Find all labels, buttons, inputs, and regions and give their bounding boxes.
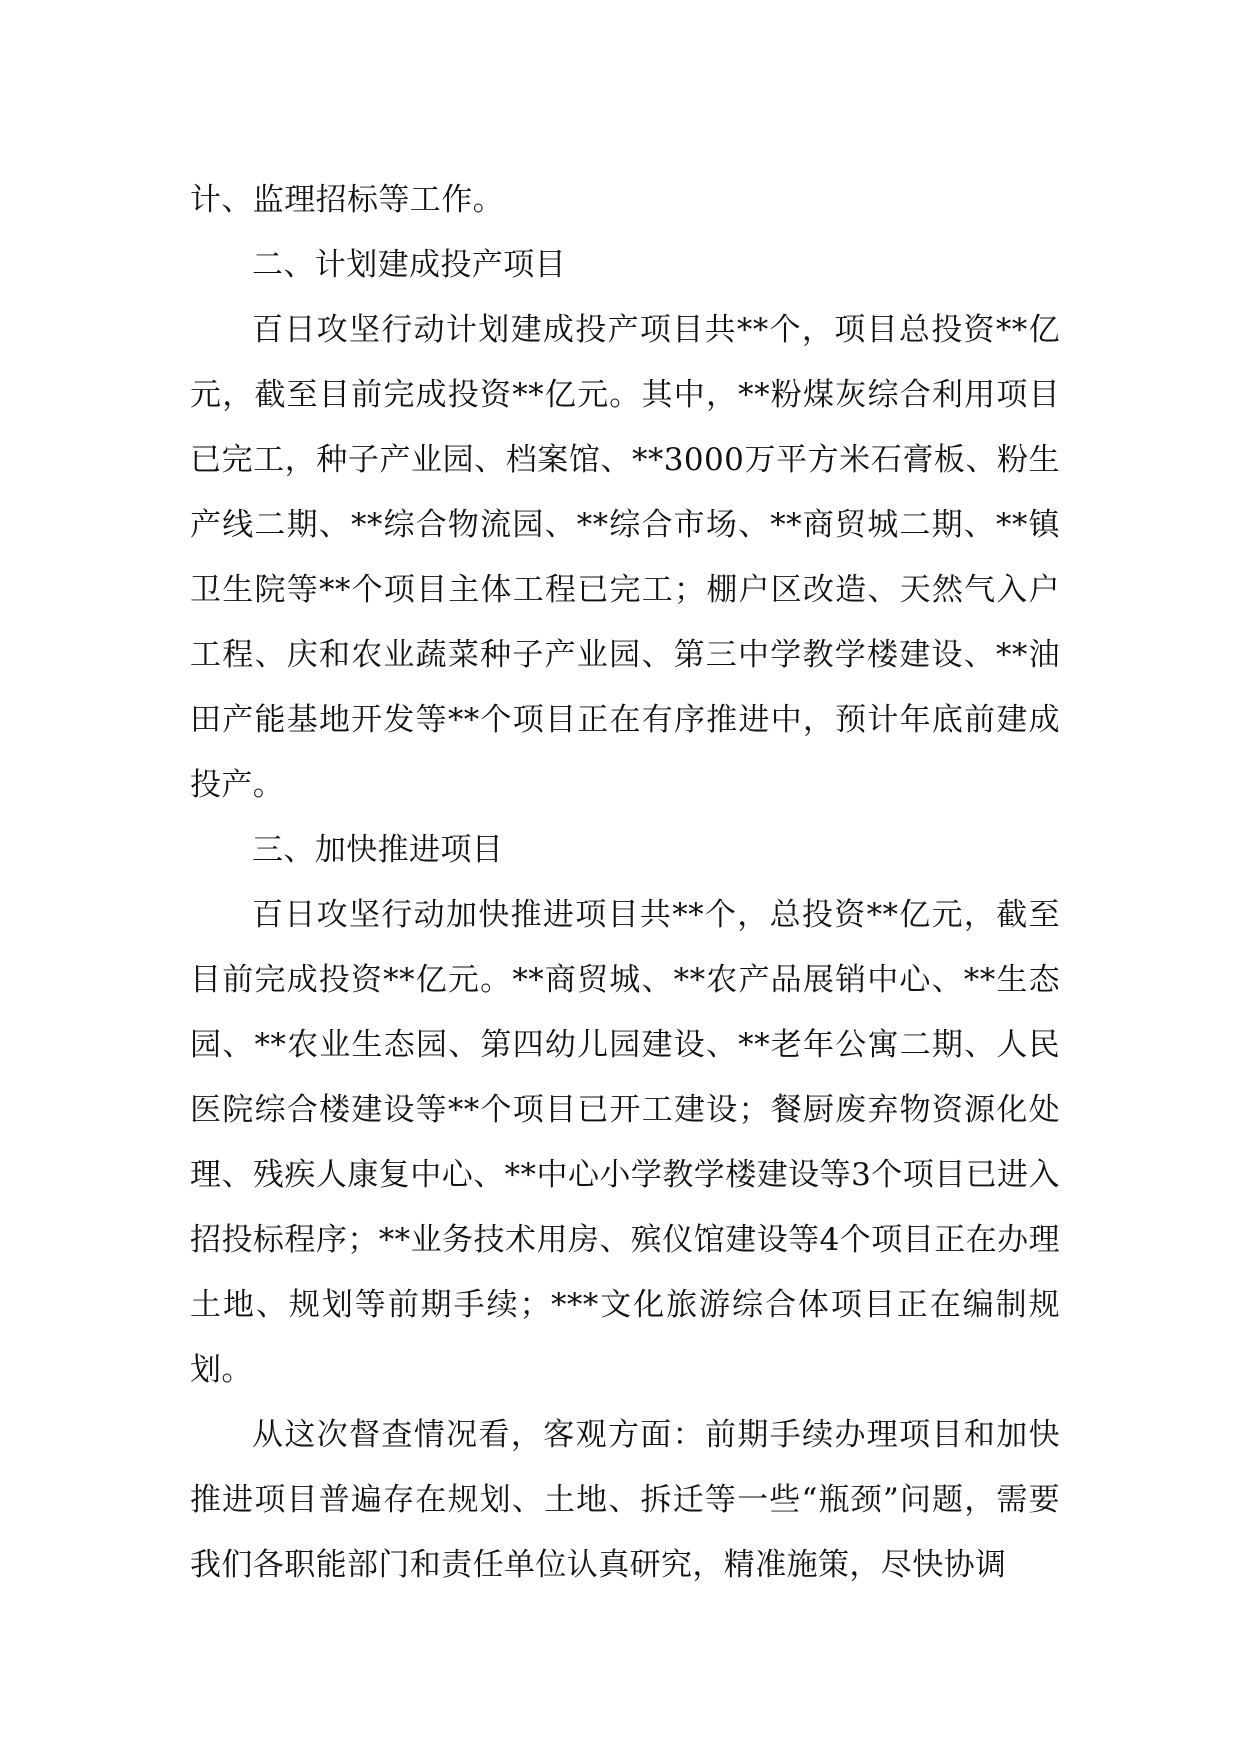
paragraph-accelerate-projects: 百日攻坚行动加快推进项目共**个，总投资**亿元，截至目前完成投资**亿元。**商贸城、**农产品展销中心、**生态园、**农业生态园、第四幼儿园建设、**老年公寓二期、人民医院综合楼建设等**个项目已开工建设；餐厨废弃物资源化处理、残疾人康复中心、**中心小学教学楼建设等3个项目已进入招投标程序；**业务技术用房、殡仪馆建设等4个项目正在办理土地、规划等前期手续；***文化旅游综合体项目正在编制规划。 xyxy=(190,897,1060,1388)
document-body xyxy=(190,168,1060,1598)
paragraph-inspection-findings: 从这次督查情况看，客观方面：前期手续办理项目和加快推进项目普遍存在规划、土地、拆迁等一些“瓶颈”问题，需要我们各职能部门和责任单位认真研究，精准施策，尽快协调 xyxy=(190,1417,1060,1583)
paragraph-planned-completion: 百日攻坚行动计划建成投产项目共**个，项目总投资**亿元，截至目前完成投资**亿元。其中，**粉煤灰综合利用项目已完工，种子产业园、档案馆、**3000万平方米石膏板、粉生产线二期、**综合物流园、**综合市场、**商贸城二期、**镇卫生院等**个项目主体工程已完工；棚户区改造、天然气入户工程、庆和农业蔬菜种子产业园、第三中学教学楼建设、**油田产能基地开发等**个项目正在有序推进中，预计年底前建成投产。 xyxy=(190,312,1060,803)
paragraph-continuation: 计、监理招标等工作。 xyxy=(190,182,504,218)
section-heading-accelerate-projects: 三、加快推进项目 xyxy=(252,832,504,868)
section-heading-planned-completion: 二、计划建成投产项目 xyxy=(252,247,566,283)
